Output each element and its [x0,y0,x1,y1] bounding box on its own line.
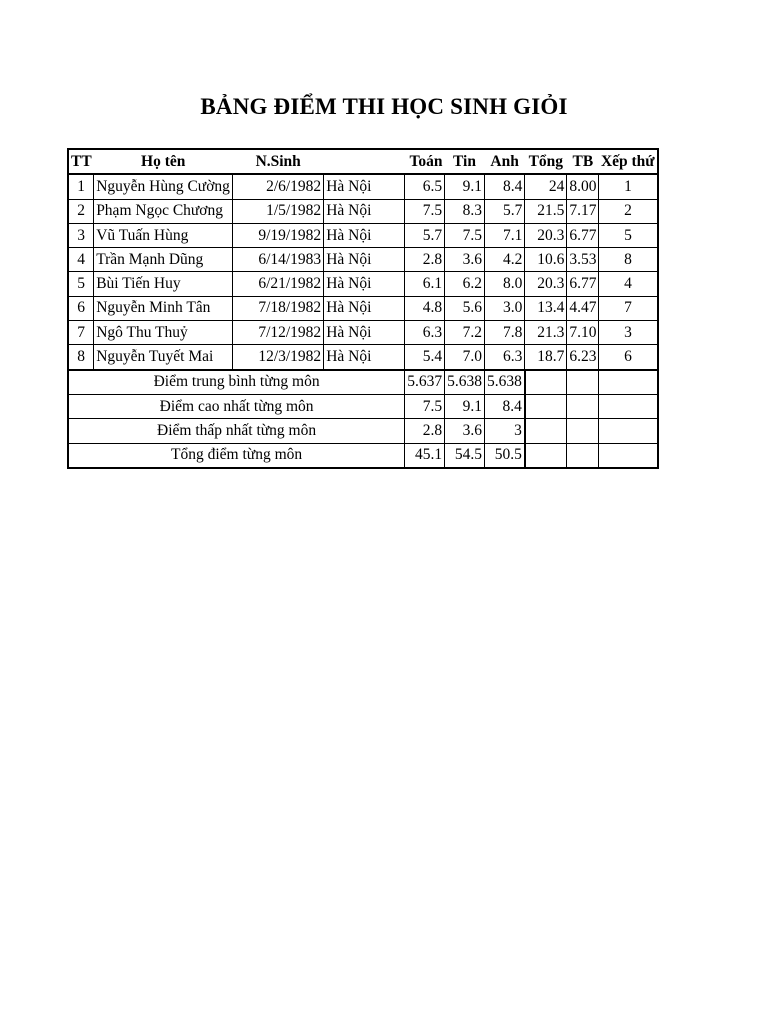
summary-anh: 8.4 [484,394,524,418]
cell-tb: 3.53 [567,248,599,272]
header-tb: TB [567,149,599,174]
cell-rank: 2 [599,199,658,223]
student-rows [68,174,658,369]
summary-label: Điểm thấp nhất từng môn [68,419,405,443]
summary-tin: 3.6 [445,419,485,443]
table-row [68,174,658,199]
summary-label: Tổng điểm từng môn [68,443,405,468]
summary-anh: 3 [484,419,524,443]
cell-dob: 12/3/1982 [233,345,324,370]
cell-tin: 7.5 [445,223,485,247]
cell-anh: 5.7 [484,199,524,223]
summary-rows [68,370,658,468]
cell-name: Nguyễn Hùng Cường [94,174,233,199]
cell-tb: 4.47 [567,296,599,320]
cell-tt: 4 [68,248,94,272]
cell-rank: 5 [599,223,658,247]
summary-empty-rank [599,443,658,468]
cell-tt: 5 [68,272,94,296]
summary-label: Điểm cao nhất từng môn [68,394,405,418]
cell-toan: 6.3 [405,321,445,345]
cell-anh: 4.2 [484,248,524,272]
cell-name: Nguyễn Minh Tân [94,296,233,320]
summary-empty-tb [567,370,599,395]
cell-tong: 21.3 [525,321,567,345]
header-dob: N.Sinh [233,149,324,174]
summary-empty-tong [525,443,567,468]
cell-name: Trần Mạnh Dũng [94,248,233,272]
cell-dob: 6/14/1983 [233,248,324,272]
cell-tb: 6.77 [567,223,599,247]
cell-place: Hà Nội [324,174,405,199]
cell-tong: 13.4 [525,296,567,320]
cell-place: Hà Nội [324,248,405,272]
cell-tt: 3 [68,223,94,247]
cell-tt: 7 [68,321,94,345]
summary-anh: 5.638 [484,370,524,395]
summary-empty-tong [525,419,567,443]
summary-anh: 50.5 [484,443,524,468]
cell-tb: 7.10 [567,321,599,345]
cell-tt: 6 [68,296,94,320]
cell-tong: 18.7 [525,345,567,370]
table-row [68,272,658,296]
cell-rank: 4 [599,272,658,296]
cell-tin: 5.6 [445,296,485,320]
cell-dob: 7/18/1982 [233,296,324,320]
cell-toan: 5.7 [405,223,445,247]
cell-tb: 6.23 [567,345,599,370]
summary-label: Điểm trung bình từng môn [68,370,405,395]
cell-toan: 4.8 [405,296,445,320]
header-name: Họ tên [94,149,233,174]
cell-dob: 1/5/1982 [233,199,324,223]
cell-tong: 10.6 [525,248,567,272]
cell-rank: 8 [599,248,658,272]
cell-tt: 8 [68,345,94,370]
page-title: BẢNG ĐIỂM THI HỌC SINH GIỎI [200,94,568,119]
cell-toan: 6.1 [405,272,445,296]
cell-tin: 7.2 [445,321,485,345]
cell-tin: 3.6 [445,248,485,272]
cell-tong: 21.5 [525,199,567,223]
summary-row [68,419,658,443]
header-anh: Anh [484,149,524,174]
summary-empty-rank [599,394,658,418]
cell-toan: 6.5 [405,174,445,199]
cell-dob: 9/19/1982 [233,223,324,247]
summary-row [68,443,658,468]
summary-empty-tb [567,419,599,443]
summary-tin: 5.638 [445,370,485,395]
summary-tin: 9.1 [445,394,485,418]
header-row [68,149,658,174]
cell-tin: 8.3 [445,199,485,223]
cell-tb: 8.00 [567,174,599,199]
cell-name: Nguyễn Tuyết Mai [94,345,233,370]
table-row [68,321,658,345]
summary-empty-rank [599,419,658,443]
cell-rank: 3 [599,321,658,345]
cell-toan: 2.8 [405,248,445,272]
cell-place: Hà Nội [324,223,405,247]
cell-tong: 20.3 [525,272,567,296]
summary-empty-tb [567,394,599,418]
table-row [68,345,658,370]
cell-tong: 24 [525,174,567,199]
cell-rank: 6 [599,345,658,370]
summary-toan: 45.1 [405,443,445,468]
header-tin: Tin [445,149,485,174]
cell-tin: 7.0 [445,345,485,370]
cell-anh: 8.0 [484,272,524,296]
cell-toan: 5.4 [405,345,445,370]
cell-dob: 6/21/1982 [233,272,324,296]
cell-place: Hà Nội [324,321,405,345]
cell-place: Hà Nội [324,199,405,223]
cell-tin: 6.2 [445,272,485,296]
cell-anh: 7.8 [484,321,524,345]
cell-anh: 8.4 [484,174,524,199]
table-row [68,223,658,247]
cell-dob: 7/12/1982 [233,321,324,345]
header-place [324,149,405,174]
summary-toan: 5.637 [405,370,445,395]
cell-rank: 1 [599,174,658,199]
cell-dob: 2/6/1982 [233,174,324,199]
summary-toan: 2.8 [405,419,445,443]
cell-tong: 20.3 [525,223,567,247]
summary-row [68,370,658,395]
summary-toan: 7.5 [405,394,445,418]
cell-tt: 1 [68,174,94,199]
summary-empty-tong [525,394,567,418]
cell-tt: 2 [68,199,94,223]
header-rank: Xếp thứ [599,149,658,174]
summary-empty-tong [525,370,567,395]
cell-tb: 6.77 [567,272,599,296]
cell-anh: 7.1 [484,223,524,247]
table-row [68,199,658,223]
cell-place: Hà Nội [324,272,405,296]
cell-anh: 6.3 [484,345,524,370]
cell-name: Ngô Thu Thuỷ [94,321,233,345]
table-row [68,248,658,272]
summary-empty-rank [599,370,658,395]
cell-toan: 7.5 [405,199,445,223]
cell-place: Hà Nội [324,296,405,320]
table-row [68,296,658,320]
cell-place: Hà Nội [324,345,405,370]
grade-table [67,148,659,469]
cell-rank: 7 [599,296,658,320]
cell-name: Vũ Tuấn Hùng [94,223,233,247]
cell-tin: 9.1 [445,174,485,199]
cell-anh: 3.0 [484,296,524,320]
cell-tb: 7.17 [567,199,599,223]
summary-row [68,394,658,418]
header-toan: Toán [405,149,445,174]
header-tong: Tổng [525,149,567,174]
cell-name: Phạm Ngọc Chương [94,199,233,223]
cell-name: Bùi Tiến Huy [94,272,233,296]
header-tt: TT [68,149,94,174]
summary-empty-tb [567,443,599,468]
summary-tin: 54.5 [445,443,485,468]
